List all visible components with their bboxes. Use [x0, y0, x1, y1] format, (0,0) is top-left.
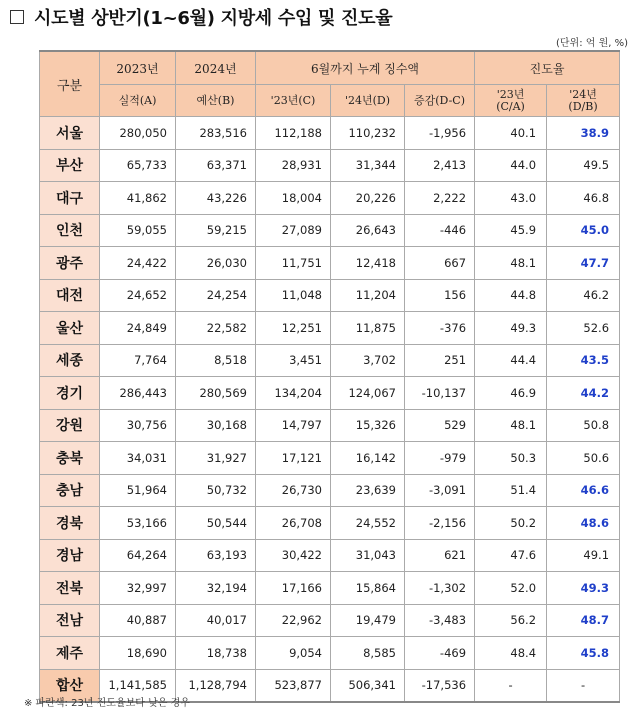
cell-actual-a: 24,422 [100, 247, 176, 280]
cell-c23: 26,730 [256, 474, 331, 507]
cell-region: 충남 [40, 474, 100, 507]
cell-diff: 2,413 [405, 149, 475, 182]
header-progress: 진도율 [475, 51, 620, 85]
cell-c23: 134,204 [256, 377, 331, 410]
cell-c23: 523,877 [256, 669, 331, 702]
cell-region: 대구 [40, 182, 100, 215]
cell-c23: 11,048 [256, 279, 331, 312]
table-row [40, 149, 620, 182]
cell-actual-a: 65,733 [100, 149, 176, 182]
cell-budget-b: 50,544 [176, 507, 256, 540]
cell-rate-ca: 51.4 [475, 474, 547, 507]
cell-region: 전북 [40, 572, 100, 605]
cell-budget-b: 43,226 [176, 182, 256, 215]
cell-rate-ca: 49.3 [475, 312, 547, 345]
cell-diff: -469 [405, 637, 475, 670]
cell-rate-ca: 56.2 [475, 604, 547, 637]
table-row [40, 604, 620, 637]
table-row [40, 572, 620, 605]
cell-c23: 26,708 [256, 507, 331, 540]
cell-region: 전남 [40, 604, 100, 637]
cell-d24: 12,418 [331, 247, 405, 280]
cell-diff: 2,222 [405, 182, 475, 215]
cell-diff: 621 [405, 539, 475, 572]
cell-rate-db: 38.9 [547, 117, 620, 150]
cell-d24: 23,639 [331, 474, 405, 507]
cell-budget-b: 30,168 [176, 409, 256, 442]
cell-rate-db: 46.6 [547, 474, 620, 507]
cell-c23: 14,797 [256, 409, 331, 442]
header-budget-b: 예산(B) [176, 85, 256, 117]
cell-d24: 15,326 [331, 409, 405, 442]
cell-c23: 3,451 [256, 344, 331, 377]
table-row [40, 344, 620, 377]
cell-region: 울산 [40, 312, 100, 345]
cell-rate-db: 49.1 [547, 539, 620, 572]
cell-c23: 22,962 [256, 604, 331, 637]
header-c23: '23년(C) [256, 85, 331, 117]
cell-rate-db: 50.8 [547, 409, 620, 442]
cell-rate-ca: 44.0 [475, 149, 547, 182]
unit-label: (단위: 억 원, %) [555, 38, 628, 49]
cell-d24: 24,552 [331, 507, 405, 540]
cell-diff: 156 [405, 279, 475, 312]
cell-actual-a: 7,764 [100, 344, 176, 377]
cell-d24: 11,204 [331, 279, 405, 312]
cell-budget-b: 59,215 [176, 214, 256, 247]
title-text: 시도별 상반기(1~6월) 지방세 수입 및 진도율 [34, 8, 393, 29]
cell-actual-a: 32,997 [100, 572, 176, 605]
cell-rate-db: 48.7 [547, 604, 620, 637]
cell-rate-db: - [547, 669, 620, 702]
cell-budget-b: 31,927 [176, 442, 256, 475]
cell-d24: 11,875 [331, 312, 405, 345]
header-cumulative: 6월까지 누계 징수액 [256, 51, 475, 85]
cell-rate-db: 49.5 [547, 149, 620, 182]
cell-diff: -1,956 [405, 117, 475, 150]
cell-actual-a: 59,055 [100, 214, 176, 247]
cell-d24: 31,344 [331, 149, 405, 182]
cell-c23: 112,188 [256, 117, 331, 150]
cell-c23: 17,121 [256, 442, 331, 475]
header-ca-line2: (C/A) [496, 99, 525, 113]
cell-rate-ca: 44.8 [475, 279, 547, 312]
cell-diff: -446 [405, 214, 475, 247]
cell-budget-b: 26,030 [176, 247, 256, 280]
table-row [40, 214, 620, 247]
page-title [10, 4, 392, 30]
cell-diff: 251 [405, 344, 475, 377]
header-diff: 증감(D-C) [405, 85, 475, 117]
cell-region: 경기 [40, 377, 100, 410]
cell-region: 경북 [40, 507, 100, 540]
cell-c23: 27,089 [256, 214, 331, 247]
cell-diff: -2,156 [405, 507, 475, 540]
cell-d24: 8,585 [331, 637, 405, 670]
cell-budget-b: 22,582 [176, 312, 256, 345]
cell-region: 제주 [40, 637, 100, 670]
table-row [40, 507, 620, 540]
cell-rate-ca: 48.1 [475, 247, 547, 280]
cell-region: 부산 [40, 149, 100, 182]
cell-c23: 12,251 [256, 312, 331, 345]
cell-region: 경남 [40, 539, 100, 572]
cell-actual-a: 51,964 [100, 474, 176, 507]
header-ca [475, 85, 547, 117]
cell-region: 서울 [40, 117, 100, 150]
cell-rate-ca: 52.0 [475, 572, 547, 605]
cell-diff: 667 [405, 247, 475, 280]
cell-diff: -10,137 [405, 377, 475, 410]
cell-d24: 16,142 [331, 442, 405, 475]
cell-d24: 110,232 [331, 117, 405, 150]
cell-region: 충북 [40, 442, 100, 475]
cell-rate-ca: - [475, 669, 547, 702]
cell-region: 강원 [40, 409, 100, 442]
cell-rate-db: 52.6 [547, 312, 620, 345]
cell-c23: 9,054 [256, 637, 331, 670]
cell-budget-b: 283,516 [176, 117, 256, 150]
header-ca-line1: '23년 [496, 87, 525, 101]
cell-c23: 28,931 [256, 149, 331, 182]
cell-rate-ca: 46.9 [475, 377, 547, 410]
table-row [40, 409, 620, 442]
cell-diff: 529 [405, 409, 475, 442]
cell-budget-b: 63,193 [176, 539, 256, 572]
table-body [40, 117, 620, 703]
cell-region: 인천 [40, 214, 100, 247]
cell-diff: -17,536 [405, 669, 475, 702]
cell-actual-a: 64,264 [100, 539, 176, 572]
cell-c23: 18,004 [256, 182, 331, 215]
cell-budget-b: 1,128,794 [176, 669, 256, 702]
cell-d24: 506,341 [331, 669, 405, 702]
cell-actual-a: 18,690 [100, 637, 176, 670]
cell-c23: 17,166 [256, 572, 331, 605]
cell-rate-db: 45.0 [547, 214, 620, 247]
cell-rate-db: 49.3 [547, 572, 620, 605]
table-row [40, 117, 620, 150]
cell-d24: 31,043 [331, 539, 405, 572]
cell-budget-b: 63,371 [176, 149, 256, 182]
cell-budget-b: 32,194 [176, 572, 256, 605]
cell-c23: 30,422 [256, 539, 331, 572]
cell-actual-a: 34,031 [100, 442, 176, 475]
cell-rate-ca: 50.2 [475, 507, 547, 540]
cell-budget-b: 280,569 [176, 377, 256, 410]
cell-c23: 11,751 [256, 247, 331, 280]
table-row [40, 539, 620, 572]
footnote: ※ 파란색: 23년 진도율보다 낮은 경우 [24, 698, 190, 709]
cell-region: 광주 [40, 247, 100, 280]
table-row [40, 182, 620, 215]
table-row [40, 312, 620, 345]
cell-rate-ca: 48.4 [475, 637, 547, 670]
header-db-line1: '24년 [569, 87, 597, 101]
cell-actual-a: 40,887 [100, 604, 176, 637]
table-row [40, 474, 620, 507]
cell-diff: -3,091 [405, 474, 475, 507]
table-row [40, 377, 620, 410]
tax-table [39, 50, 620, 703]
cell-diff: -979 [405, 442, 475, 475]
header-actual-a: 실적(A) [100, 85, 176, 117]
cell-rate-ca: 44.4 [475, 344, 547, 377]
cell-actual-a: 1,141,585 [100, 669, 176, 702]
cell-d24: 19,479 [331, 604, 405, 637]
cell-rate-db: 46.2 [547, 279, 620, 312]
cell-rate-db: 48.6 [547, 507, 620, 540]
cell-budget-b: 18,738 [176, 637, 256, 670]
cell-rate-db: 50.6 [547, 442, 620, 475]
cell-rate-ca: 47.6 [475, 539, 547, 572]
cell-actual-a: 53,166 [100, 507, 176, 540]
cell-rate-ca: 48.1 [475, 409, 547, 442]
cell-actual-a: 286,443 [100, 377, 176, 410]
cell-actual-a: 24,652 [100, 279, 176, 312]
cell-actual-a: 30,756 [100, 409, 176, 442]
header-db-line2: (D/B) [568, 99, 598, 113]
header-db [547, 85, 620, 117]
cell-rate-ca: 40.1 [475, 117, 547, 150]
header-2023: 2023년 [100, 51, 176, 85]
cell-diff: -3,483 [405, 604, 475, 637]
table-row [40, 247, 620, 280]
cell-actual-a: 24,849 [100, 312, 176, 345]
cell-d24: 124,067 [331, 377, 405, 410]
cell-rate-db: 43.5 [547, 344, 620, 377]
cell-diff: -376 [405, 312, 475, 345]
cell-budget-b: 40,017 [176, 604, 256, 637]
cell-d24: 26,643 [331, 214, 405, 247]
cell-diff: -1,302 [405, 572, 475, 605]
cell-rate-ca: 45.9 [475, 214, 547, 247]
header-d24: '24년(D) [331, 85, 405, 117]
header-region: 구분 [40, 51, 100, 117]
cell-actual-a: 280,050 [100, 117, 176, 150]
cell-region: 세종 [40, 344, 100, 377]
cell-rate-ca: 50.3 [475, 442, 547, 475]
table-row [40, 279, 620, 312]
cell-rate-ca: 43.0 [475, 182, 547, 215]
cell-d24: 15,864 [331, 572, 405, 605]
table-row [40, 637, 620, 670]
cell-rate-db: 47.7 [547, 247, 620, 280]
cell-rate-db: 46.8 [547, 182, 620, 215]
table-row [40, 442, 620, 475]
cell-budget-b: 50,732 [176, 474, 256, 507]
cell-region: 합산 [40, 669, 100, 702]
cell-actual-a: 41,862 [100, 182, 176, 215]
cell-d24: 3,702 [331, 344, 405, 377]
cell-rate-db: 44.2 [547, 377, 620, 410]
checkbox-icon [10, 10, 24, 24]
cell-region: 대전 [40, 279, 100, 312]
header-2024: 2024년 [176, 51, 256, 85]
cell-budget-b: 8,518 [176, 344, 256, 377]
cell-d24: 20,226 [331, 182, 405, 215]
cell-budget-b: 24,254 [176, 279, 256, 312]
cell-rate-db: 45.8 [547, 637, 620, 670]
